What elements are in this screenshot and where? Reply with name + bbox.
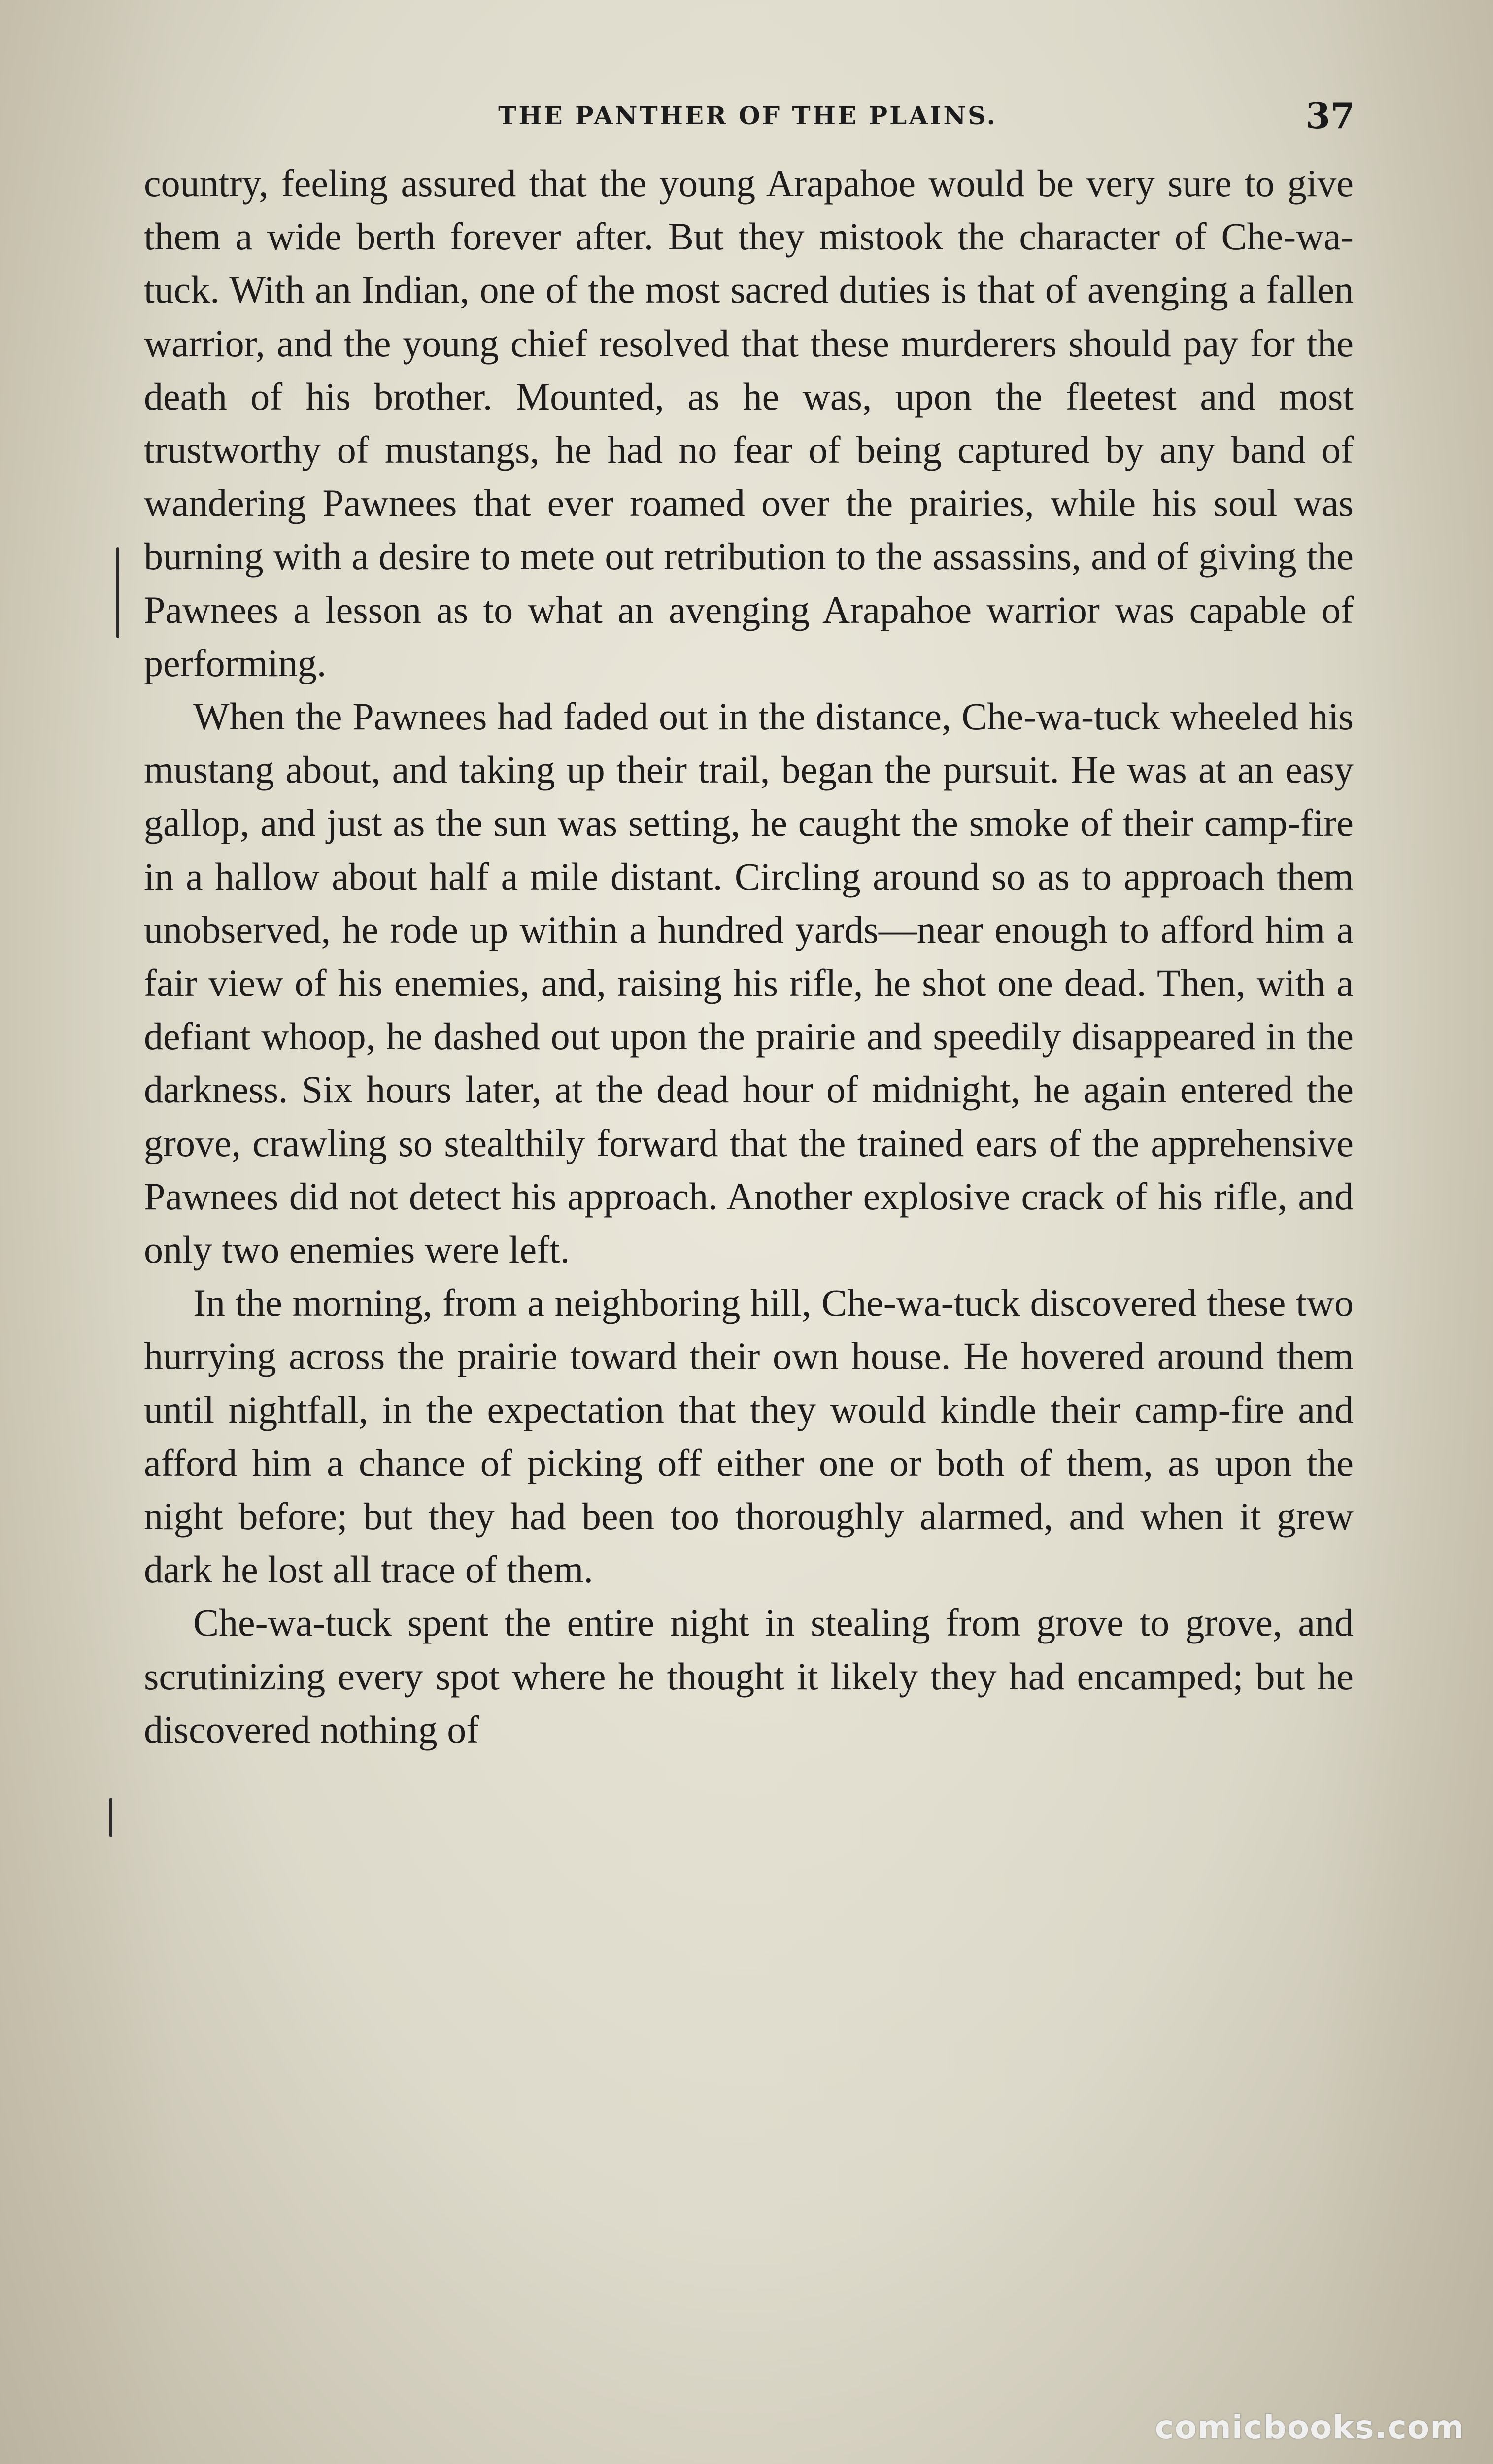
running-head-title: THE PANTHER OF THE PLAINS. <box>498 101 997 130</box>
paragraph-2: When the Pawnees had faded out in the distance, Che-wa-tuck wheeled his mustang about, and taking up their trail, began the pursuit. He was at an easy gallop, and just as the sun was setting, he caught the smoke of their camp-fire in a hallow about half a mile distant. Circling around so as to approach them unobserved, he rode up within a hundred yards—near enough to afford him a fair view of his enemies, and, raising his rifle, he shot one dead. Then, with a defiant whoop, he dashed out upon the prairie and speedily disappeared in the darkness. Six hours later, at the dead hour of midnight, he again entered the grove, crawling so stealthily forward that the trained ears of the apprehensive Pawnees did not detect his approach. Another explosive crack of his rifle, and only two enemies were left. <box>144 695 1354 1271</box>
body-text <box>144 157 1354 1756</box>
watermark-text: comicbooks.com <box>1154 2408 1464 2446</box>
margin-pencil-mark-lower <box>109 1798 112 1837</box>
page-number: 37 <box>1305 95 1355 137</box>
paragraph-1: country, feeling assured that the young Arapahoe would be very sure to give them a wide berth forever after. But they mistook the character of Che-wa-tuck. With an Indian, one of the most sacred duties is that of avenging a fallen warrior, and the young chief resolved that these murderers should pay for the death of his brother. Mounted, as he was, upon the fleetest and most trustworthy of mustangs, he had no fear of being captured by any band of wandering Pawnees that ever roamed over the prairies, while his soul was burning with a desire to mete out retribution to the assassins, and of giving the Pawnees a lesson as to what an avenging Arapahoe warrior was capable of performing. <box>144 162 1354 684</box>
margin-pencil-mark-upper <box>116 547 119 638</box>
paragraph-3: In the morning, from a neighboring hill, Che-wa-tuck discovered these two hurrying across the prairie toward their own house. He hovered around them until nightfall, in the expectation that they would kindle their camp-fire and afford him a chance of picking off either one or both of them, as upon the night before; but they had been too thoroughly alarmed, and when it grew dark he lost all trace of them. <box>144 1281 1354 1591</box>
running-head <box>140 89 1355 143</box>
paragraph-4: Che-wa-tuck spent the entire night in stealing from grove to grove, and scrutinizing every spot where he thought it likely they had encamped; but he discovered nothing of <box>144 1601 1354 1751</box>
